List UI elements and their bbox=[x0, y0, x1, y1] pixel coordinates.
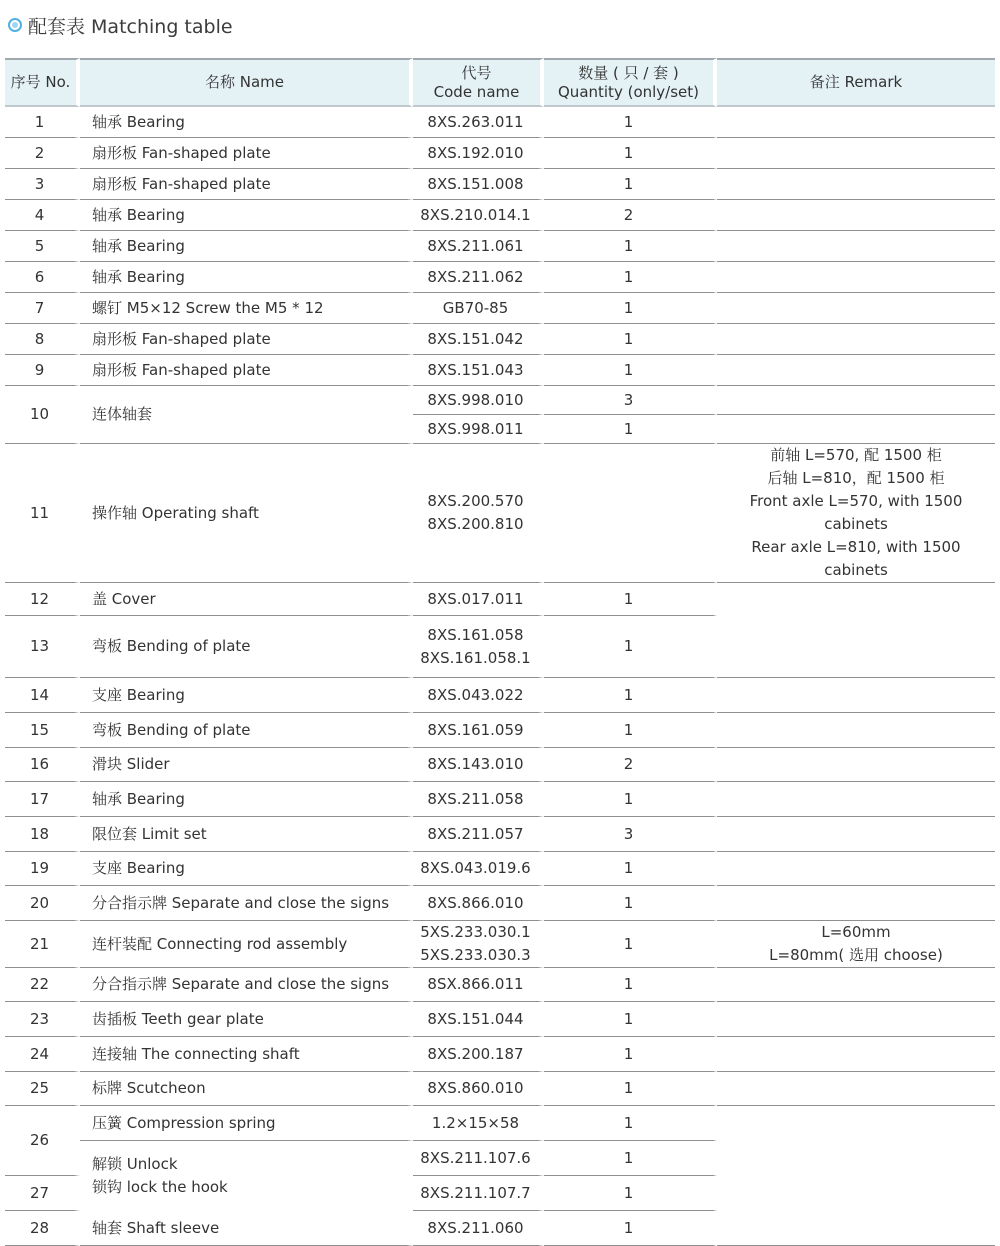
code-line: 8XS.200.810 bbox=[427, 515, 524, 533]
table-row bbox=[5, 886, 995, 921]
cell-name: 弯板 Bending of plate bbox=[80, 616, 413, 678]
cell-no: 23 bbox=[5, 1002, 80, 1037]
cell-remark bbox=[717, 968, 995, 1002]
cell-no: 2 bbox=[5, 138, 80, 169]
cell-qty: 3 bbox=[544, 386, 717, 415]
table-row bbox=[5, 1037, 995, 1072]
cell-remark bbox=[717, 1072, 995, 1106]
page-title-bar bbox=[8, 11, 233, 39]
cell-remark bbox=[717, 817, 995, 852]
cell-name: 轴套 Shaft sleeve bbox=[80, 1211, 413, 1246]
cell-remark bbox=[717, 355, 995, 386]
cell-qty: 1 bbox=[544, 1072, 717, 1106]
table-row bbox=[5, 817, 995, 852]
cell-name: 扇形板 Fan-shaped plate bbox=[80, 324, 413, 355]
cell-code: 8XS.211.062 bbox=[413, 262, 544, 293]
cell-qty: 1 bbox=[544, 231, 717, 262]
cell-name: 支座 Bearing bbox=[80, 678, 413, 713]
cell-code: 8XS.263.011 bbox=[413, 107, 544, 138]
table-row bbox=[5, 1106, 995, 1141]
cell-name: 支座 Bearing bbox=[80, 852, 413, 886]
table-row bbox=[5, 678, 995, 713]
header-quantity bbox=[544, 58, 717, 107]
cell-remark bbox=[717, 583, 995, 616]
cell-code: 8XS.998.010 bbox=[413, 386, 544, 415]
cell-qty: 1 bbox=[544, 169, 717, 200]
cell-no: 6 bbox=[5, 262, 80, 293]
cell-qty: 2 bbox=[544, 200, 717, 231]
cell-no: 14 bbox=[5, 678, 80, 713]
table-row bbox=[5, 1072, 995, 1106]
cell-remark bbox=[717, 293, 995, 324]
cell-qty: 3 bbox=[544, 817, 717, 852]
cell-code: 8XS.192.010 bbox=[413, 138, 544, 169]
cell-remark bbox=[717, 324, 995, 355]
cell-name bbox=[80, 1141, 413, 1211]
cell-code: GB70-85 bbox=[413, 293, 544, 324]
table-row bbox=[5, 200, 995, 231]
table-row bbox=[5, 968, 995, 1002]
table-row bbox=[5, 231, 995, 262]
cell-name: 齿插板 Teeth gear plate bbox=[80, 1002, 413, 1037]
cell-code: 8XS.998.011 bbox=[413, 415, 544, 444]
cell-remark bbox=[717, 262, 995, 293]
cell-qty: 1 bbox=[544, 616, 717, 678]
table-row bbox=[5, 324, 995, 355]
table-row bbox=[5, 355, 995, 386]
cell-code: 8XS.211.058 bbox=[413, 782, 544, 817]
cell-qty bbox=[544, 444, 717, 583]
table-row bbox=[5, 921, 995, 968]
code-line: 8XS.200.570 bbox=[427, 492, 524, 510]
cell-qty: 1 bbox=[544, 355, 717, 386]
cell-name: 连杆装配 Connecting rod assembly bbox=[80, 921, 413, 968]
cell-no: 26 bbox=[5, 1106, 80, 1176]
cell-qty: 1 bbox=[544, 713, 717, 748]
cell-qty: 1 bbox=[544, 1211, 717, 1246]
cell-name: 分合指示牌 Separate and close the signs bbox=[80, 886, 413, 921]
cell-name: 轴承 Bearing bbox=[80, 782, 413, 817]
cell-no: 1 bbox=[5, 107, 80, 138]
cell-code: 8XS.143.010 bbox=[413, 748, 544, 782]
cell-remark bbox=[717, 1037, 995, 1072]
cell-remark bbox=[717, 169, 995, 200]
header-qty-cn: 数量 ( 只 / 套 ) bbox=[578, 63, 679, 82]
cell-code: 8SX.866.011 bbox=[413, 968, 544, 1002]
cell-no: 8 bbox=[5, 324, 80, 355]
table-row bbox=[5, 386, 995, 415]
cell-no: 3 bbox=[5, 169, 80, 200]
table-header-row bbox=[5, 58, 995, 107]
cell-remark bbox=[717, 386, 995, 415]
cell-qty: 1 bbox=[544, 1037, 717, 1072]
cell-name: 连体轴套 bbox=[80, 386, 413, 444]
header-code-cn: 代号 bbox=[461, 63, 492, 82]
name-line: 锁钩 lock the hook bbox=[92, 1178, 228, 1196]
cell-code: 8XS.211.107.7 bbox=[413, 1176, 544, 1211]
cell-name: 分合指示牌 Separate and close the signs bbox=[80, 968, 413, 1002]
cell-code: 8XS.200.187 bbox=[413, 1037, 544, 1072]
cell-remark bbox=[717, 616, 995, 678]
remark-line: 前轴 L=570, 配 1500 柜 bbox=[770, 446, 942, 464]
table-row bbox=[5, 138, 995, 169]
header-qty-en: Quantity (only/set) bbox=[558, 82, 699, 101]
cell-remark bbox=[717, 444, 995, 583]
header-name: 名称 Name bbox=[80, 58, 413, 107]
cell-qty: 2 bbox=[544, 748, 717, 782]
cell-code: 8XS.860.010 bbox=[413, 1072, 544, 1106]
cell-no: 17 bbox=[5, 782, 80, 817]
table-row bbox=[5, 713, 995, 748]
cell-remark bbox=[717, 1106, 995, 1211]
cell-no: 25 bbox=[5, 1072, 80, 1106]
cell-remark bbox=[717, 1211, 995, 1246]
page-title: 配套表 Matching table bbox=[28, 15, 233, 38]
cell-name: 轴承 Bearing bbox=[80, 107, 413, 138]
cell-remark bbox=[717, 782, 995, 817]
cell-no: 10 bbox=[5, 386, 80, 444]
cell-no: 4 bbox=[5, 200, 80, 231]
cell-remark bbox=[717, 415, 995, 444]
cell-no: 7 bbox=[5, 293, 80, 324]
cell-no: 13 bbox=[5, 616, 80, 678]
table-row bbox=[5, 782, 995, 817]
table-row bbox=[5, 293, 995, 324]
cell-code bbox=[413, 921, 544, 968]
cell-no: 27 bbox=[5, 1176, 80, 1211]
cell-name: 扇形板 Fan-shaped plate bbox=[80, 169, 413, 200]
cell-no: 11 bbox=[5, 444, 80, 583]
cell-code: 8XS.210.014.1 bbox=[413, 200, 544, 231]
table-row bbox=[5, 262, 995, 293]
cell-qty: 1 bbox=[544, 1002, 717, 1037]
table-row bbox=[5, 1211, 995, 1246]
table-row bbox=[5, 616, 995, 678]
cell-qty: 1 bbox=[544, 678, 717, 713]
cell-name: 压簧 Compression spring bbox=[80, 1106, 413, 1141]
code-line: 8XS.161.058.1 bbox=[420, 648, 531, 667]
remark-line: Rear axle L=810, with 1500 cabinets bbox=[751, 538, 961, 579]
cell-remark bbox=[717, 886, 995, 921]
cell-name: 连接轴 The connecting shaft bbox=[80, 1037, 413, 1072]
cell-code: 8XS.043.019.6 bbox=[413, 852, 544, 886]
cell-no: 22 bbox=[5, 968, 80, 1002]
cell-qty: 1 bbox=[544, 583, 717, 616]
cell-no: 12 bbox=[5, 583, 80, 616]
cell-no: 16 bbox=[5, 748, 80, 782]
cell-qty: 1 bbox=[544, 262, 717, 293]
header-remark: 备注 Remark bbox=[717, 58, 995, 107]
cell-code: 8XS.151.044 bbox=[413, 1002, 544, 1037]
header-code-en: Code name bbox=[433, 82, 520, 101]
cell-name: 扇形板 Fan-shaped plate bbox=[80, 355, 413, 386]
table-row bbox=[5, 1002, 995, 1037]
cell-name: 扇形板 Fan-shaped plate bbox=[80, 138, 413, 169]
cell-name: 操作轴 Operating shaft bbox=[80, 444, 413, 583]
cell-code: 8XS.211.061 bbox=[413, 231, 544, 262]
cell-qty: 1 bbox=[544, 1141, 717, 1176]
cell-qty: 1 bbox=[544, 921, 717, 968]
cell-code: 8XS.211.060 bbox=[413, 1211, 544, 1246]
cell-remark bbox=[717, 852, 995, 886]
cell-no: 21 bbox=[5, 921, 80, 968]
table-row bbox=[5, 444, 995, 583]
remark-line: Front axle L=570, with 1500 cabinets bbox=[749, 492, 963, 533]
cell-qty: 1 bbox=[544, 886, 717, 921]
cell-name: 标牌 Scutcheon bbox=[80, 1072, 413, 1106]
cell-no: 15 bbox=[5, 713, 80, 748]
cell-code: 8XS.866.010 bbox=[413, 886, 544, 921]
table-row bbox=[5, 169, 995, 200]
cell-code: 8XS.151.008 bbox=[413, 169, 544, 200]
cell-qty: 1 bbox=[544, 324, 717, 355]
cell-qty: 1 bbox=[544, 138, 717, 169]
cell-name: 螺钉 M5×12 Screw the M5 * 12 bbox=[80, 293, 413, 324]
cell-qty: 1 bbox=[544, 415, 717, 444]
cell-no: 24 bbox=[5, 1037, 80, 1072]
code-line: 8XS.161.058 bbox=[427, 625, 524, 644]
remark-line: L=80mm( 选用 choose) bbox=[769, 946, 943, 964]
cell-code: 8XS.043.022 bbox=[413, 678, 544, 713]
remark-line: L=60mm bbox=[821, 923, 891, 941]
code-line: 5XS.233.030.1 bbox=[420, 923, 531, 941]
cell-remark bbox=[717, 138, 995, 169]
cell-code: 1.2×15×58 bbox=[413, 1106, 544, 1141]
circle-bullet-icon bbox=[8, 18, 22, 32]
cell-qty: 1 bbox=[544, 852, 717, 886]
cell-qty: 1 bbox=[544, 782, 717, 817]
cell-code bbox=[413, 444, 544, 583]
cell-no: 18 bbox=[5, 817, 80, 852]
cell-code: 8XS.211.107.6 bbox=[413, 1141, 544, 1176]
header-code bbox=[413, 58, 544, 107]
code-line: 5XS.233.030.3 bbox=[420, 946, 531, 964]
cell-qty: 1 bbox=[544, 968, 717, 1002]
cell-remark bbox=[717, 748, 995, 782]
table-row bbox=[5, 107, 995, 138]
cell-qty: 1 bbox=[544, 1106, 717, 1141]
cell-code bbox=[413, 616, 544, 678]
cell-code: 8XS.017.011 bbox=[413, 583, 544, 616]
name-line: 解锁 Unlock bbox=[92, 1155, 178, 1173]
table-row bbox=[5, 852, 995, 886]
cell-qty: 1 bbox=[544, 293, 717, 324]
cell-no: 9 bbox=[5, 355, 80, 386]
table-row bbox=[5, 748, 995, 782]
header-no: 序号 No. bbox=[5, 58, 80, 107]
cell-name: 轴承 Bearing bbox=[80, 200, 413, 231]
remark-line: 后轴 L=810，配 1500 柜 bbox=[767, 469, 945, 487]
cell-code: 8XS.211.057 bbox=[413, 817, 544, 852]
cell-remark bbox=[717, 231, 995, 262]
cell-qty: 1 bbox=[544, 107, 717, 138]
cell-code: 8XS.161.059 bbox=[413, 713, 544, 748]
cell-no: 19 bbox=[5, 852, 80, 886]
cell-code: 8XS.151.043 bbox=[413, 355, 544, 386]
cell-remark bbox=[717, 107, 995, 138]
cell-remark bbox=[717, 921, 995, 968]
cell-remark bbox=[717, 678, 995, 713]
cell-name: 限位套 Limit set bbox=[80, 817, 413, 852]
cell-no: 20 bbox=[5, 886, 80, 921]
cell-remark bbox=[717, 713, 995, 748]
cell-name: 轴承 Bearing bbox=[80, 231, 413, 262]
cell-name: 盖 Cover bbox=[80, 583, 413, 616]
cell-remark bbox=[717, 200, 995, 231]
cell-qty: 1 bbox=[544, 1176, 717, 1211]
cell-no: 5 bbox=[5, 231, 80, 262]
cell-remark bbox=[717, 1002, 995, 1037]
cell-no: 28 bbox=[5, 1211, 80, 1246]
cell-name: 轴承 Bearing bbox=[80, 262, 413, 293]
cell-code: 8XS.151.042 bbox=[413, 324, 544, 355]
cell-name: 滑块 Slider bbox=[80, 748, 413, 782]
cell-name: 弯板 Bending of plate bbox=[80, 713, 413, 748]
table-row bbox=[5, 583, 995, 616]
matching-table bbox=[5, 58, 995, 1246]
